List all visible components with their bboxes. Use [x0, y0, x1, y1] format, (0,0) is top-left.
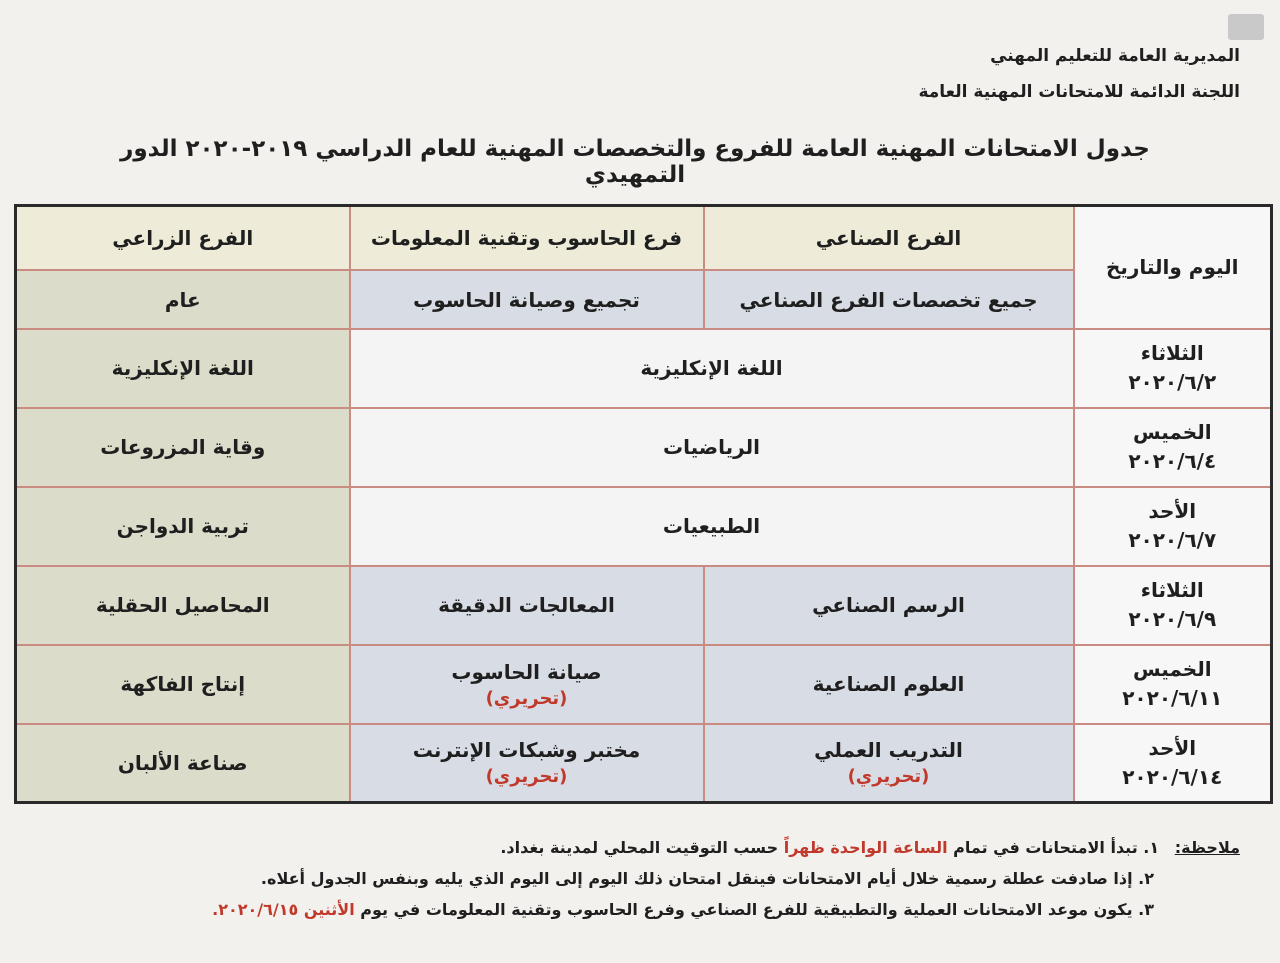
table-row	[16, 566, 1272, 645]
table-row	[16, 645, 1272, 724]
day-name: الأحد	[1148, 735, 1197, 760]
notes-label: ملاحظة:	[1174, 838, 1240, 857]
industrial-subject: العلوم الصناعية	[704, 645, 1074, 724]
agricultural-subject: صناعة الألبان	[16, 724, 350, 803]
exam-date: ٢٠٢٠/٦/٧	[1128, 528, 1217, 553]
table-header-row	[16, 206, 1272, 271]
header-industrial: الفرع الصناعي	[704, 206, 1074, 271]
day-cell	[1074, 408, 1272, 487]
written-note: (تحريري)	[847, 766, 930, 788]
day-name: الأحد	[1148, 499, 1197, 524]
day-cell	[1074, 487, 1272, 566]
day-cell	[1074, 566, 1272, 645]
computer-cell	[350, 724, 704, 803]
table-row	[16, 408, 1272, 487]
table-row	[16, 329, 1272, 408]
exam-date: ٢٠٢٠/٦/٩	[1128, 607, 1217, 632]
industrial-subject: التدريب العملي	[814, 738, 963, 763]
day-name: الثلاثاء	[1140, 578, 1204, 603]
note-2: ٢. إذا صادفت عطلة رسمية خلال أيام الامتحانات فينقل امتحان ذلك اليوم إلى اليوم الذي يليه وبنفس الجدول أعلاه.	[260, 869, 1154, 888]
header-agricultural: الفرع الزراعي	[16, 206, 350, 271]
subheader-agricultural: عام	[16, 270, 350, 329]
day-cell	[1074, 724, 1272, 803]
directorate-name: المديرية العامة للتعليم المهني	[990, 46, 1240, 66]
day-cell	[1074, 645, 1272, 724]
industrial-cell	[704, 724, 1074, 803]
day-name: الخميس	[1132, 420, 1212, 445]
exam-date: ٢٠٢٠/٦/٢	[1128, 370, 1217, 395]
agricultural-subject: تربية الدواجن	[16, 487, 350, 566]
subheader-industrial: جميع تخصصات الفرع الصناعي	[704, 270, 1074, 329]
day-name: الثلاثاء	[1140, 341, 1204, 366]
agricultural-subject: اللغة الإنكليزية	[16, 329, 350, 408]
table-row	[16, 487, 1272, 566]
note-3	[0, 900, 1154, 919]
shared-subject: اللغة الإنكليزية	[350, 329, 1074, 408]
exam-date: ٢٠٢٠/٦/١٤	[1122, 764, 1223, 789]
shared-subject: الرياضيات	[350, 408, 1074, 487]
agricultural-subject: المحاصيل الحقلية	[16, 566, 350, 645]
day-cell	[1074, 329, 1272, 408]
table-row	[16, 724, 1272, 803]
computer-subject: مختبر وشبكات الإنترنت	[412, 738, 641, 763]
photo-corner-object	[1228, 14, 1264, 40]
exam-date: ٢٠٢٠/٦/٤	[1128, 449, 1217, 474]
exam-schedule-table	[14, 204, 1273, 804]
note-1-time: الساعة الواحدة ظهراً	[783, 838, 948, 857]
committee-name: اللجنة الدائمة للامتحانات المهنية العامة	[918, 82, 1240, 102]
shared-subject: الطبيعيات	[350, 487, 1074, 566]
subheader-computer: تجميع وصيانة الحاسوب	[350, 270, 704, 329]
header-day-date: اليوم والتاريخ	[1074, 206, 1272, 329]
note-3-prefix: ٣. يكون موعد الامتحانات العملية والتطبيقية للفرع الصناعي وفرع الحاسوب وتقنية المعلومات في يوم	[360, 900, 1154, 919]
agricultural-subject: إنتاج الفاكهة	[16, 645, 350, 724]
note-1-suffix: حسب التوقيت المحلي لمدينة بغداد.	[500, 838, 779, 857]
agricultural-subject: وقاية المزروعات	[16, 408, 350, 487]
page-title: جدول الامتحانات المهنية العامة للفروع والتخصصات المهنية للعام الدراسي ٢٠١٩-٢٠٢٠ الدور التمهيدي	[120, 136, 1150, 188]
computer-subject: صيانة الحاسوب	[451, 659, 602, 684]
computer-subject: المعالجات الدقيقة	[350, 566, 704, 645]
header-computer: فرع الحاسوب وتقنية المعلومات	[350, 206, 704, 271]
written-note: (تحريري)	[485, 687, 568, 709]
industrial-subject: الرسم الصناعي	[704, 566, 1074, 645]
note-1	[0, 838, 1240, 857]
written-note: (تحريري)	[485, 766, 568, 788]
computer-cell	[350, 645, 704, 724]
note-1-prefix: ١. تبدأ الامتحانات في تمام	[953, 838, 1160, 857]
note-3-date: الأثنين ٢٠٢٠/٦/١٥.	[212, 900, 355, 919]
day-name: الخميس	[1132, 657, 1212, 682]
exam-date: ٢٠٢٠/٦/١١	[1122, 686, 1223, 711]
notes-section	[0, 838, 1240, 931]
